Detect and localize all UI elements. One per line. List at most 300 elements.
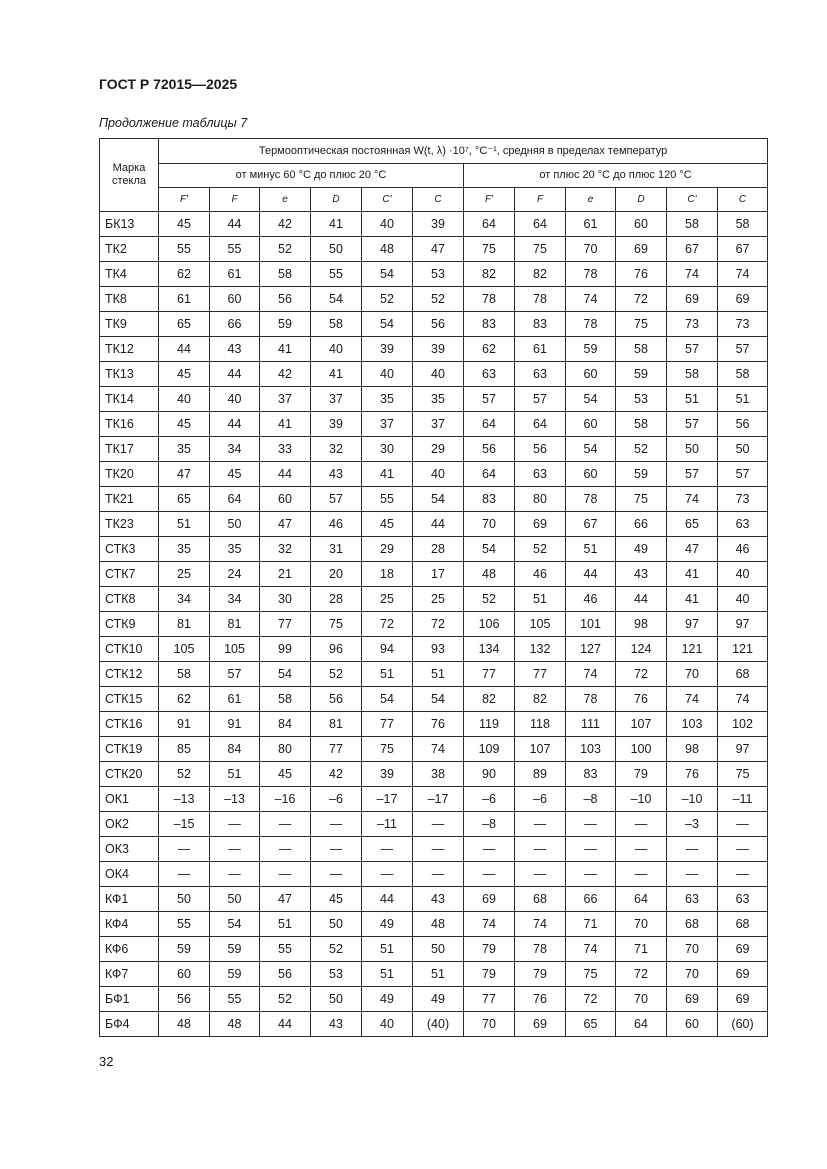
value-cell: 44 xyxy=(413,512,464,537)
value-cell: 61 xyxy=(159,287,210,312)
value-cell: 60 xyxy=(566,412,616,437)
value-cell: — xyxy=(616,862,667,887)
value-cell: –3 xyxy=(667,812,718,837)
glass-brand: ОК2 xyxy=(100,812,159,837)
main-header: Термооптическая постоянная W(t, λ) ·10⁷, °С⁻¹, средняя в пределах температур xyxy=(159,139,768,164)
value-cell: 45 xyxy=(311,887,362,912)
value-cell: 65 xyxy=(566,1012,616,1037)
value-cell: –8 xyxy=(566,787,616,812)
value-cell: 49 xyxy=(362,912,413,937)
value-cell: 70 xyxy=(464,512,515,537)
value-cell: 118 xyxy=(515,712,566,737)
value-cell: 91 xyxy=(159,712,210,737)
value-cell: 28 xyxy=(413,537,464,562)
value-cell: –11 xyxy=(362,812,413,837)
value-cell: — xyxy=(566,862,616,887)
value-cell: 76 xyxy=(616,687,667,712)
value-cell: 76 xyxy=(616,262,667,287)
value-cell: 64 xyxy=(210,487,260,512)
value-cell: 77 xyxy=(515,662,566,687)
value-cell: 43 xyxy=(210,337,260,362)
value-cell: 50 xyxy=(159,887,210,912)
value-cell: 45 xyxy=(210,462,260,487)
value-cell: 43 xyxy=(616,562,667,587)
value-cell: 74 xyxy=(413,737,464,762)
range-header-2: от плюс 20 °С до плюс 120 °С xyxy=(464,164,768,188)
value-cell: 74 xyxy=(667,487,718,512)
value-cell: –11 xyxy=(718,787,768,812)
value-cell: 69 xyxy=(718,287,768,312)
value-cell: 105 xyxy=(515,612,566,637)
value-cell: 29 xyxy=(413,437,464,462)
value-cell: 63 xyxy=(515,362,566,387)
line-header: F' xyxy=(464,188,515,212)
value-cell: 64 xyxy=(515,412,566,437)
value-cell: 57 xyxy=(667,412,718,437)
value-cell: 55 xyxy=(362,487,413,512)
value-cell: 83 xyxy=(464,312,515,337)
value-cell: 79 xyxy=(616,762,667,787)
value-cell: 58 xyxy=(667,362,718,387)
value-cell: 43 xyxy=(311,1012,362,1037)
table-row xyxy=(100,362,768,387)
glass-brand: ТК23 xyxy=(100,512,159,537)
value-cell: — xyxy=(260,862,311,887)
value-cell: 67 xyxy=(667,237,718,262)
value-cell: 54 xyxy=(413,687,464,712)
value-cell: 40 xyxy=(159,387,210,412)
value-cell: 75 xyxy=(718,762,768,787)
value-cell: 56 xyxy=(260,962,311,987)
value-cell: 68 xyxy=(718,912,768,937)
value-cell: 59 xyxy=(616,362,667,387)
value-cell: 51 xyxy=(667,387,718,412)
value-cell: 40 xyxy=(210,387,260,412)
value-cell: 45 xyxy=(159,362,210,387)
table-row xyxy=(100,312,768,337)
table-row xyxy=(100,437,768,462)
value-cell: 50 xyxy=(311,987,362,1012)
range-header-1: от минус 60 °С до плюс 20 °С xyxy=(159,164,464,188)
table-row xyxy=(100,512,768,537)
value-cell: 103 xyxy=(667,712,718,737)
glass-brand: ТК16 xyxy=(100,412,159,437)
value-cell: 76 xyxy=(515,987,566,1012)
value-cell: 58 xyxy=(718,362,768,387)
value-cell: 25 xyxy=(159,562,210,587)
table-row xyxy=(100,412,768,437)
value-cell: 74 xyxy=(515,912,566,937)
value-cell: 54 xyxy=(311,287,362,312)
value-cell: 74 xyxy=(718,687,768,712)
glass-brand: ТК9 xyxy=(100,312,159,337)
glass-brand: ОК1 xyxy=(100,787,159,812)
value-cell: 44 xyxy=(210,412,260,437)
glass-brand: СТК10 xyxy=(100,637,159,662)
value-cell: 38 xyxy=(413,762,464,787)
value-cell: 72 xyxy=(616,662,667,687)
value-cell: 31 xyxy=(311,537,362,562)
table-row xyxy=(100,862,768,887)
value-cell: 69 xyxy=(667,987,718,1012)
value-cell: 67 xyxy=(718,237,768,262)
value-cell: 34 xyxy=(210,587,260,612)
value-cell: 102 xyxy=(718,712,768,737)
value-cell: 41 xyxy=(667,587,718,612)
value-cell: 45 xyxy=(362,512,413,537)
line-header: e xyxy=(260,188,311,212)
value-cell: 83 xyxy=(566,762,616,787)
value-cell: 60 xyxy=(566,462,616,487)
value-cell: 32 xyxy=(311,437,362,462)
value-cell: 72 xyxy=(566,987,616,1012)
value-cell: 78 xyxy=(566,262,616,287)
value-cell: 78 xyxy=(566,312,616,337)
glass-brand: СТК20 xyxy=(100,762,159,787)
line-header: D xyxy=(616,188,667,212)
value-cell: 69 xyxy=(718,987,768,1012)
value-cell: 58 xyxy=(667,212,718,237)
value-cell: 75 xyxy=(616,487,667,512)
value-cell: 81 xyxy=(159,612,210,637)
value-cell: 93 xyxy=(413,637,464,662)
glass-brand: ТК4 xyxy=(100,262,159,287)
line-header: C xyxy=(413,188,464,212)
value-cell: — xyxy=(464,862,515,887)
value-cell: 78 xyxy=(515,287,566,312)
value-cell: 48 xyxy=(362,237,413,262)
value-cell: 72 xyxy=(362,612,413,637)
value-cell: 76 xyxy=(667,762,718,787)
value-cell: 77 xyxy=(464,987,515,1012)
value-cell: (40) xyxy=(413,1012,464,1037)
value-cell: 75 xyxy=(566,962,616,987)
value-cell: 74 xyxy=(566,287,616,312)
value-cell: 68 xyxy=(667,912,718,937)
value-cell: — xyxy=(159,862,210,887)
line-header: F xyxy=(210,188,260,212)
value-cell: 124 xyxy=(616,637,667,662)
value-cell: — xyxy=(413,862,464,887)
value-cell: 43 xyxy=(413,887,464,912)
value-cell: 80 xyxy=(515,487,566,512)
value-cell: 71 xyxy=(566,912,616,937)
value-cell: 91 xyxy=(210,712,260,737)
value-cell: 40 xyxy=(362,362,413,387)
line-header: e xyxy=(566,188,616,212)
value-cell: 52 xyxy=(311,937,362,962)
value-cell: 48 xyxy=(210,1012,260,1037)
value-cell: 54 xyxy=(413,487,464,512)
value-cell: –13 xyxy=(210,787,260,812)
line-header: C' xyxy=(362,188,413,212)
value-cell: 51 xyxy=(413,962,464,987)
value-cell: 65 xyxy=(159,487,210,512)
value-cell: 55 xyxy=(210,987,260,1012)
value-cell: 57 xyxy=(210,662,260,687)
value-cell: — xyxy=(616,837,667,862)
value-cell: 69 xyxy=(464,887,515,912)
value-cell: 44 xyxy=(210,362,260,387)
value-cell: 28 xyxy=(311,587,362,612)
table-row xyxy=(100,937,768,962)
value-cell: 37 xyxy=(260,387,311,412)
value-cell: — xyxy=(515,862,566,887)
value-cell: 82 xyxy=(464,687,515,712)
table-row xyxy=(100,787,768,812)
value-cell: 45 xyxy=(159,412,210,437)
value-cell: — xyxy=(210,812,260,837)
value-cell: 52 xyxy=(159,762,210,787)
value-cell: 52 xyxy=(413,287,464,312)
value-cell: 64 xyxy=(515,212,566,237)
glass-brand: ТК14 xyxy=(100,387,159,412)
value-cell: 50 xyxy=(210,887,260,912)
value-cell: 84 xyxy=(260,712,311,737)
value-cell: 55 xyxy=(159,912,210,937)
value-cell: 50 xyxy=(311,912,362,937)
value-cell: 40 xyxy=(413,362,464,387)
value-cell: 85 xyxy=(159,737,210,762)
value-cell: 47 xyxy=(667,537,718,562)
value-cell: 52 xyxy=(362,287,413,312)
value-cell: 57 xyxy=(718,337,768,362)
value-cell: 42 xyxy=(311,762,362,787)
value-cell: 89 xyxy=(515,762,566,787)
value-cell: 74 xyxy=(667,687,718,712)
value-cell: –8 xyxy=(464,812,515,837)
value-cell: 62 xyxy=(464,337,515,362)
value-cell: –15 xyxy=(159,812,210,837)
value-cell: 54 xyxy=(566,437,616,462)
table-row xyxy=(100,537,768,562)
glass-brand: КФ6 xyxy=(100,937,159,962)
value-cell: 66 xyxy=(210,312,260,337)
value-cell: 74 xyxy=(718,262,768,287)
value-cell: 100 xyxy=(616,737,667,762)
value-cell: 59 xyxy=(210,937,260,962)
value-cell: 37 xyxy=(413,412,464,437)
value-cell: 46 xyxy=(515,562,566,587)
value-cell: 60 xyxy=(566,362,616,387)
value-cell: — xyxy=(311,837,362,862)
value-cell: 61 xyxy=(210,262,260,287)
value-cell: 70 xyxy=(667,662,718,687)
value-cell: 75 xyxy=(464,237,515,262)
value-cell: 75 xyxy=(362,737,413,762)
value-cell: 96 xyxy=(311,637,362,662)
value-cell: 37 xyxy=(362,412,413,437)
value-cell: 127 xyxy=(566,637,616,662)
value-cell: 25 xyxy=(362,587,413,612)
value-cell: 48 xyxy=(413,912,464,937)
value-cell: — xyxy=(159,837,210,862)
value-cell: 40 xyxy=(311,337,362,362)
value-cell: 83 xyxy=(464,487,515,512)
value-cell: 46 xyxy=(566,587,616,612)
value-cell: 47 xyxy=(159,462,210,487)
value-cell: 59 xyxy=(260,312,311,337)
value-cell: 75 xyxy=(616,312,667,337)
value-cell: 46 xyxy=(311,512,362,537)
glass-brand: СТК12 xyxy=(100,662,159,687)
value-cell: 67 xyxy=(566,512,616,537)
table-row xyxy=(100,962,768,987)
value-cell: 78 xyxy=(464,287,515,312)
value-cell: 52 xyxy=(260,987,311,1012)
table-row xyxy=(100,712,768,737)
table-row xyxy=(100,662,768,687)
value-cell: 54 xyxy=(362,687,413,712)
value-cell: 48 xyxy=(464,562,515,587)
value-cell: 30 xyxy=(260,587,311,612)
value-cell: –13 xyxy=(159,787,210,812)
value-cell: 51 xyxy=(210,762,260,787)
value-cell: 57 xyxy=(718,462,768,487)
value-cell: 51 xyxy=(515,587,566,612)
value-cell: 59 xyxy=(616,462,667,487)
value-cell: 21 xyxy=(260,562,311,587)
value-cell: 58 xyxy=(616,337,667,362)
value-cell: 44 xyxy=(566,562,616,587)
glass-brand: СТК3 xyxy=(100,537,159,562)
value-cell: — xyxy=(566,837,616,862)
value-cell: 72 xyxy=(616,287,667,312)
line-header: C xyxy=(718,188,768,212)
glass-brand: СТК7 xyxy=(100,562,159,587)
value-cell: 63 xyxy=(667,887,718,912)
value-cell: 45 xyxy=(159,212,210,237)
value-cell: — xyxy=(616,812,667,837)
value-cell: 51 xyxy=(362,937,413,962)
value-cell: 55 xyxy=(260,937,311,962)
value-cell: 101 xyxy=(566,612,616,637)
value-cell: 68 xyxy=(515,887,566,912)
value-cell: 79 xyxy=(464,962,515,987)
value-cell: 51 xyxy=(260,912,311,937)
value-cell: 99 xyxy=(260,637,311,662)
value-cell: 46 xyxy=(718,537,768,562)
value-cell: 44 xyxy=(362,887,413,912)
value-cell: — xyxy=(413,812,464,837)
value-cell: 50 xyxy=(413,937,464,962)
glass-brand: КФ7 xyxy=(100,962,159,987)
value-cell: 70 xyxy=(667,937,718,962)
value-cell: 75 xyxy=(515,237,566,262)
value-cell: 45 xyxy=(260,762,311,787)
data-table xyxy=(99,138,768,1037)
value-cell: 55 xyxy=(311,262,362,287)
value-cell: 94 xyxy=(362,637,413,662)
value-cell: 58 xyxy=(260,262,311,287)
value-cell: 56 xyxy=(159,987,210,1012)
value-cell: — xyxy=(464,837,515,862)
value-cell: 44 xyxy=(210,212,260,237)
value-cell: 70 xyxy=(616,912,667,937)
table-row xyxy=(100,337,768,362)
value-cell: 73 xyxy=(667,312,718,337)
value-cell: 60 xyxy=(159,962,210,987)
value-cell: 69 xyxy=(667,287,718,312)
value-cell: — xyxy=(260,837,311,862)
value-cell: 65 xyxy=(667,512,718,537)
value-cell: 132 xyxy=(515,637,566,662)
table-row xyxy=(100,287,768,312)
page-number: 32 xyxy=(99,1054,114,1069)
value-cell: 77 xyxy=(362,712,413,737)
table-row xyxy=(100,737,768,762)
value-cell: — xyxy=(718,862,768,887)
value-cell: 50 xyxy=(667,437,718,462)
value-cell: 73 xyxy=(718,312,768,337)
glass-brand: КФ1 xyxy=(100,887,159,912)
value-cell: 74 xyxy=(464,912,515,937)
value-cell: 64 xyxy=(616,887,667,912)
value-cell: 59 xyxy=(159,937,210,962)
value-cell: — xyxy=(718,812,768,837)
value-cell: 75 xyxy=(311,612,362,637)
value-cell: 32 xyxy=(260,537,311,562)
value-cell: 51 xyxy=(159,512,210,537)
value-cell: — xyxy=(515,837,566,862)
value-cell: 64 xyxy=(616,1012,667,1037)
value-cell: 77 xyxy=(260,612,311,637)
value-cell: 47 xyxy=(413,237,464,262)
value-cell: — xyxy=(311,812,362,837)
value-cell: 105 xyxy=(159,637,210,662)
spectral-lines-row xyxy=(100,188,768,212)
value-cell: 107 xyxy=(515,737,566,762)
value-cell: 52 xyxy=(464,587,515,612)
value-cell: 70 xyxy=(464,1012,515,1037)
value-cell: –17 xyxy=(413,787,464,812)
value-cell: — xyxy=(667,862,718,887)
value-cell: 80 xyxy=(260,737,311,762)
value-cell: –6 xyxy=(515,787,566,812)
value-cell: 20 xyxy=(311,562,362,587)
value-cell: 30 xyxy=(362,437,413,462)
value-cell: 59 xyxy=(566,337,616,362)
value-cell: 54 xyxy=(362,312,413,337)
value-cell: 97 xyxy=(718,737,768,762)
value-cell: –6 xyxy=(311,787,362,812)
value-cell: 24 xyxy=(210,562,260,587)
value-cell: –6 xyxy=(464,787,515,812)
value-cell: 63 xyxy=(718,512,768,537)
value-cell: 57 xyxy=(515,387,566,412)
table-row xyxy=(100,987,768,1012)
value-cell: 57 xyxy=(667,337,718,362)
value-cell: 44 xyxy=(260,1012,311,1037)
value-cell: 58 xyxy=(616,412,667,437)
value-cell: 44 xyxy=(616,587,667,612)
value-cell: –10 xyxy=(616,787,667,812)
table-row xyxy=(100,837,768,862)
value-cell: 58 xyxy=(159,662,210,687)
value-cell: 57 xyxy=(311,487,362,512)
value-cell: 65 xyxy=(159,312,210,337)
value-cell: — xyxy=(566,812,616,837)
value-cell: 79 xyxy=(515,962,566,987)
value-cell: 62 xyxy=(159,687,210,712)
value-cell: 69 xyxy=(515,1012,566,1037)
value-cell: 40 xyxy=(718,587,768,612)
value-cell: 70 xyxy=(566,237,616,262)
value-cell: 58 xyxy=(260,687,311,712)
table-row xyxy=(100,812,768,837)
value-cell: 74 xyxy=(566,937,616,962)
value-cell: 77 xyxy=(311,737,362,762)
